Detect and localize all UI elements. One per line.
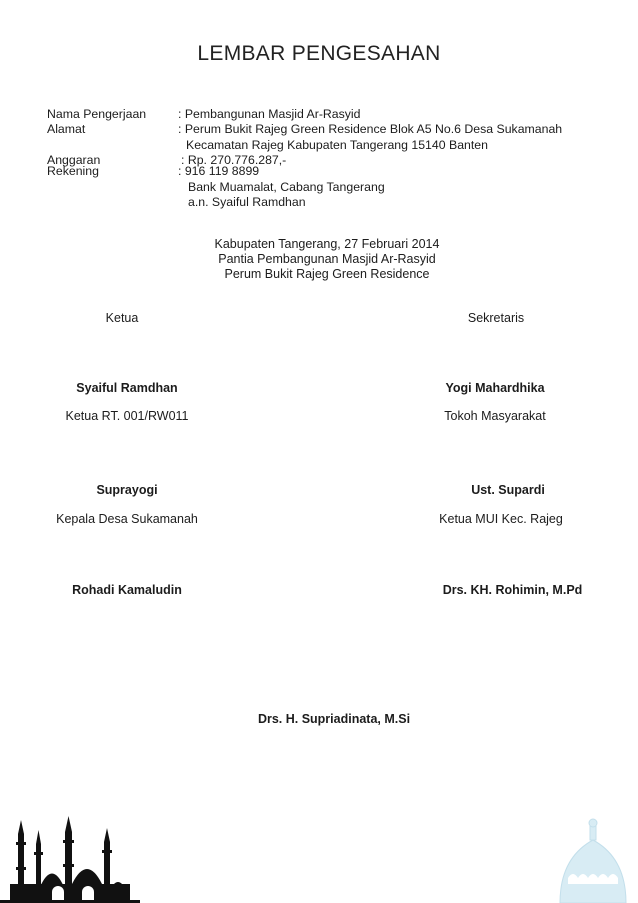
committee-name: Pantia Pembangunan Masjid Ar-Rasyid — [218, 252, 436, 266]
place-date: Kabupaten Tangerang, 27 Februari 2014 — [214, 237, 440, 251]
committee-location: Perum Bukit Rajeg Green Residence — [224, 267, 430, 281]
signatory-title-4: Ketua MUI Kec. Rajeg — [439, 512, 563, 526]
role-sekretaris: Sekretaris — [467, 311, 525, 325]
mosque-silhouette-icon — [0, 812, 140, 903]
signatory-title-3: Kepala Desa Sukamanah — [56, 512, 198, 526]
label-anggaran: Anggaran — [47, 153, 101, 167]
page-title: LEMBAR PENGESAHAN — [197, 42, 441, 65]
signatory-name-6: Drs. KH. Rohimin, M.Pd — [442, 583, 583, 597]
label-alamat: Alamat — [47, 122, 86, 136]
value-alamat: : Perum Bukit Rajeg Green Residence Blok A5 No.6 Desa Sukamanah — [178, 122, 563, 136]
value-nama-pengerjaan: : Pembangunan Masjid Ar-Rasyid — [178, 107, 361, 121]
label-nama-pengerjaan: Nama Pengerjaan — [47, 107, 147, 121]
signatory-name-2: Yogi Mahardhika — [445, 381, 545, 395]
dome-ornament-icon — [548, 818, 638, 903]
signatory-name-1: Syaiful Ramdhan — [76, 381, 178, 395]
signatory-title-1: Ketua RT. 001/RW011 — [65, 409, 189, 423]
signatory-name-7: Drs. H. Supriadinata, M.Si — [257, 712, 411, 726]
signatory-name-5: Rohadi Kamaludin — [72, 583, 182, 597]
value-rekening: : 916 119 8899 — [178, 164, 260, 178]
label-rekening: Rekening — [47, 164, 99, 178]
signatory-name-4: Ust. Supardi — [471, 483, 545, 497]
signatory-title-2: Tokoh Masyarakat — [444, 409, 546, 423]
value-account-name: a.n. Syaiful Ramdhan — [188, 195, 306, 209]
value-bank: Bank Muamalat, Cabang Tangerang — [188, 180, 385, 194]
signatory-name-3: Suprayogi — [96, 483, 158, 497]
value-anggaran: : Rp. 270.776.287,- — [181, 153, 287, 167]
role-ketua: Ketua — [105, 311, 139, 325]
value-alamat-line2: Kecamatan Rajeg Kabupaten Tangerang 15140 Banten — [186, 138, 488, 152]
